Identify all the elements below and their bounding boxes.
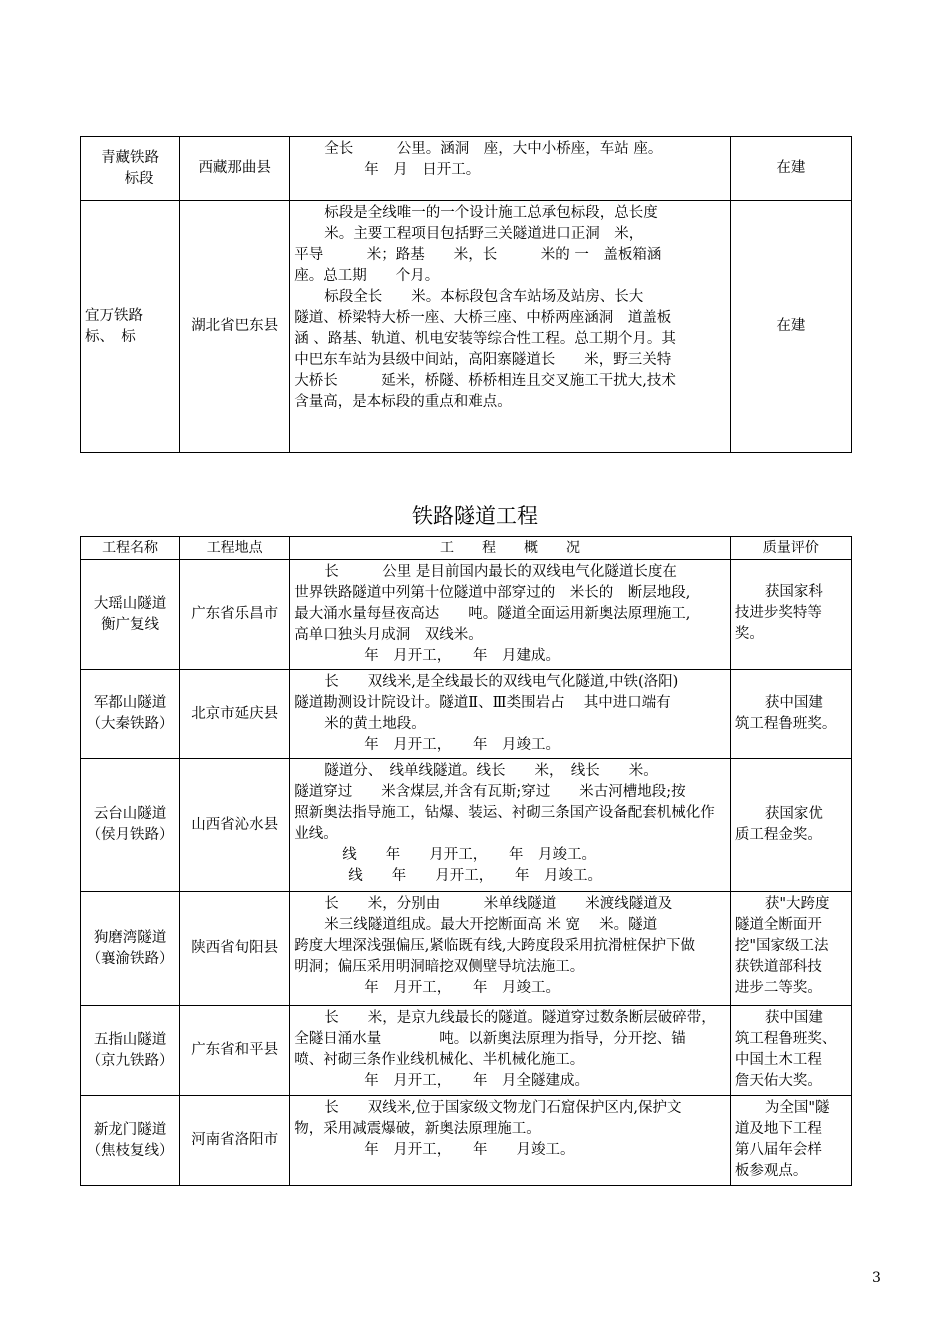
- description-line: 物，采用减震爆破，新奥法原理施工。: [294, 1121, 541, 1137]
- description-line: 线 年 月开工， 年 月竣工。: [348, 868, 603, 884]
- project-name-cell: [81, 560, 180, 670]
- quality-evaluation-cell: [730, 670, 851, 759]
- project-description-cell: [290, 892, 731, 1006]
- evaluation-line: 获中国建: [764, 1010, 823, 1026]
- project-location-cell: 北京市延庆县: [180, 670, 290, 759]
- description-line: 大桥长 延米，桥隧、桥桥相连且交叉施工干扰大,技术: [294, 373, 676, 389]
- description-line: 照新奥法指导施工，钻爆、装运、衬砌三条国产设备配套机械化作: [294, 805, 715, 821]
- description-line: 年 月 日开工。: [364, 162, 481, 178]
- project-name-cell: [81, 759, 180, 892]
- description-line: 全长 公里。涵洞 座，大中小桥座，车站 座。: [324, 141, 663, 157]
- project-location-cell: 西藏那曲县: [180, 137, 290, 201]
- project-location-cell: 湖北省巴东县: [180, 201, 290, 453]
- description-line: 长 双线米,是全线最长的双线电气化隧道,中铁(洛阳): [324, 674, 679, 690]
- project-description-cell: [290, 560, 731, 670]
- project-name-cell: [81, 670, 180, 759]
- table-row: [81, 137, 852, 201]
- description-line: 米三线隧道组成。最大开挖断面高 米 宽 米。隧道: [324, 917, 658, 933]
- description-line: 年 月开工， 年 月建成。: [364, 648, 561, 664]
- quality-evaluation-cell: [730, 892, 851, 1006]
- description-line: 跨度大埋深浅强偏压,紧临既有线,大跨度段采用抗滑桩保护下做: [294, 938, 695, 954]
- project-name-line: 标、 标: [85, 328, 136, 345]
- header-project-location: 工程地点: [180, 537, 290, 560]
- project-name-line: 青藏铁路: [101, 149, 160, 166]
- description-line: 喷、衬砌三条作业线机械化、半机械化施工。: [294, 1052, 585, 1068]
- project-location-cell: 广东省和平县: [180, 1006, 290, 1096]
- project-description-cell: [290, 1006, 731, 1096]
- evaluation-line: 筑工程鲁班奖、: [734, 1031, 837, 1047]
- description-line: 高单口独头月成洞 双线米。: [294, 627, 483, 643]
- project-name-line: 云台山隧道: [93, 806, 167, 822]
- header-project-name: 工程名称: [81, 537, 180, 560]
- evaluation-line: 隧道全断面开: [734, 917, 822, 933]
- project-name-cell: [81, 137, 180, 201]
- description-line: 明洞；偏压采用明洞暗挖双侧壁导坑法施工。: [294, 959, 585, 975]
- project-name-line: 五指山隧道: [93, 1031, 167, 1048]
- header-project-overview: 工 程 概 况: [290, 537, 731, 560]
- evaluation-line: 第八届年会样: [734, 1142, 822, 1158]
- quality-evaluation-cell: [730, 759, 851, 892]
- section-title: 铁路隧道工程: [412, 504, 538, 528]
- description-line: 长 公里 是目前国内最长的双线电气化隧道长度在: [324, 564, 677, 580]
- table-row: [81, 1006, 852, 1096]
- description-line: 隧道穿过 米含煤层,并含有瓦斯;穿过 米古河槽地段;按: [294, 784, 686, 800]
- table-header-row: [81, 537, 852, 560]
- table-row: [81, 560, 852, 670]
- project-name-line: 衡广复线: [101, 616, 160, 633]
- description-line: 平导 米；路基 米，长 米的 一 盖板箱涵: [294, 247, 662, 263]
- project-name-line: （侯月铁路）: [86, 827, 174, 843]
- evaluation-line: 挖"国家级工法: [734, 938, 829, 954]
- project-name-line: （大秦铁路）: [86, 716, 174, 732]
- description-line: 业线。: [294, 826, 338, 842]
- project-location-cell: 广东省乐昌市: [180, 560, 290, 670]
- evaluation-line: 获国家科: [764, 584, 823, 600]
- project-name-line: 狗磨湾隧道: [93, 929, 167, 946]
- project-description-cell: [290, 1096, 731, 1186]
- project-name-cell: [81, 1006, 180, 1096]
- description-line: 含量高，是本标段的重点和难点。: [294, 394, 512, 410]
- project-location-cell: 山西省沁水县: [180, 759, 290, 892]
- page-number: 3: [872, 1270, 881, 1286]
- description-line: 年 月开工， 年 月竣工。: [364, 737, 561, 753]
- description-line: 全隧日涌水量 吨。以新奥法原理为指导，分开挖、锚: [294, 1031, 686, 1047]
- project-name-cell: [81, 201, 180, 453]
- project-name-line: 大瑶山隧道: [93, 595, 167, 612]
- project-description-cell: [290, 759, 731, 892]
- project-name-line: （襄渝铁路）: [86, 950, 174, 967]
- description-line: 最大涌水量每昼夜高达 吨。隧道全面运用新奥法原理施工,: [294, 606, 691, 622]
- description-line: 长 米，是京九线最长的隧道。隧道穿过数条断层破碎带，: [324, 1010, 716, 1026]
- description-line: 米。主要工程项目包括野三关隧道进口正洞 米，: [324, 226, 644, 242]
- description-line: 年 月开工， 年 月竣工。: [364, 1142, 575, 1158]
- evaluation-line: 为全国"隧: [764, 1100, 830, 1116]
- quality-evaluation-cell: 在建: [730, 201, 851, 453]
- project-name-line: 新龙门隧道: [93, 1121, 167, 1138]
- description-line: 年 月开工， 年 月竣工。: [364, 980, 561, 996]
- evaluation-line: 板参观点。: [734, 1163, 808, 1179]
- railway-tunnel-table: [80, 536, 852, 1186]
- evaluation-line: 进步二等奖。: [734, 980, 822, 996]
- project-name-line: （焦枝复线）: [86, 1142, 174, 1159]
- project-description-cell: [290, 670, 731, 759]
- evaluation-line: 奖。: [734, 626, 764, 642]
- description-line: 世界铁路隧道中列第十位隧道中部穿过的 米长的 断层地段,: [294, 585, 691, 601]
- header-quality-evaluation: 质量评价: [730, 537, 851, 560]
- description-line: 长 双线米,位于国家级文物龙门石窟保护区内,保护文: [324, 1100, 682, 1116]
- table-row: [81, 759, 852, 892]
- project-name-line: 标段: [124, 170, 154, 187]
- quality-evaluation-cell: [730, 1096, 851, 1186]
- evaluation-line: 筑工程鲁班奖。: [734, 716, 837, 732]
- description-line: 隧道分、 线单线隧道。线长 米， 线长 米。: [324, 763, 658, 779]
- evaluation-line: 詹天佑大奖。: [734, 1073, 822, 1089]
- table-row: [81, 670, 852, 759]
- project-name-line: 军都山隧道: [93, 695, 167, 711]
- description-line: 座。总工期 个月。: [294, 268, 440, 284]
- projects-table-top: [80, 136, 852, 453]
- project-location-cell: 陕西省旬阳县: [180, 892, 290, 1006]
- evaluation-line: 技进步奖特等: [734, 605, 822, 621]
- description-line: 标段全长 米。本标段包含车站场及站房、长大: [324, 289, 644, 305]
- description-line: 长 米，分别由 米单线隧道 米渡线隧道及: [324, 896, 673, 912]
- description-line: 隧道勘测设计院设计。隧道Ⅱ、Ⅲ类围岩占 其中进口端有: [294, 695, 671, 711]
- table-row: [81, 201, 852, 453]
- project-name-line: 宜万铁路: [85, 307, 143, 324]
- project-name-cell: [81, 892, 180, 1006]
- description-line: 隧道、桥梁特大桥一座、大桥三座、中桥两座涵洞 道盖板: [294, 310, 672, 326]
- evaluation-line: 道及地下工程: [734, 1121, 822, 1137]
- description-line: 米的黄土地段。: [324, 716, 426, 732]
- table-row: [81, 892, 852, 1006]
- project-name-cell: [81, 1096, 180, 1186]
- evaluation-line: 获铁道部科技: [734, 959, 822, 975]
- project-location-cell: 河南省洛阳市: [180, 1096, 290, 1186]
- description-line: 年 月开工， 年 月全隧建成。: [364, 1073, 590, 1089]
- project-description-cell: [290, 201, 731, 453]
- description-line: 标段是全线唯一的一个设计施工总承包标段，总长度: [324, 205, 658, 221]
- quality-evaluation-cell: [730, 560, 851, 670]
- project-description-cell: [290, 137, 731, 201]
- description-line: 线 年 月开工， 年 月竣工。: [342, 847, 597, 863]
- evaluation-line: 质工程金奖。: [734, 827, 822, 843]
- table-row: [81, 1096, 852, 1186]
- quality-evaluation-cell: [730, 1006, 851, 1096]
- evaluation-line: 获中国建: [764, 695, 823, 711]
- evaluation-line: 获"大跨度: [764, 896, 830, 912]
- evaluation-line: 获国家优: [764, 806, 823, 822]
- description-line: 中巴东车站为县级中间站，高阳寨隧道长 米，野三关特: [294, 352, 672, 368]
- project-name-line: （京九铁路）: [86, 1052, 174, 1069]
- quality-evaluation-cell: 在建: [730, 137, 851, 201]
- description-line: 涵 、路基、轨道、机电安装等综合性工程。总工期个月。其: [294, 331, 676, 347]
- evaluation-line: 中国土木工程: [734, 1052, 822, 1068]
